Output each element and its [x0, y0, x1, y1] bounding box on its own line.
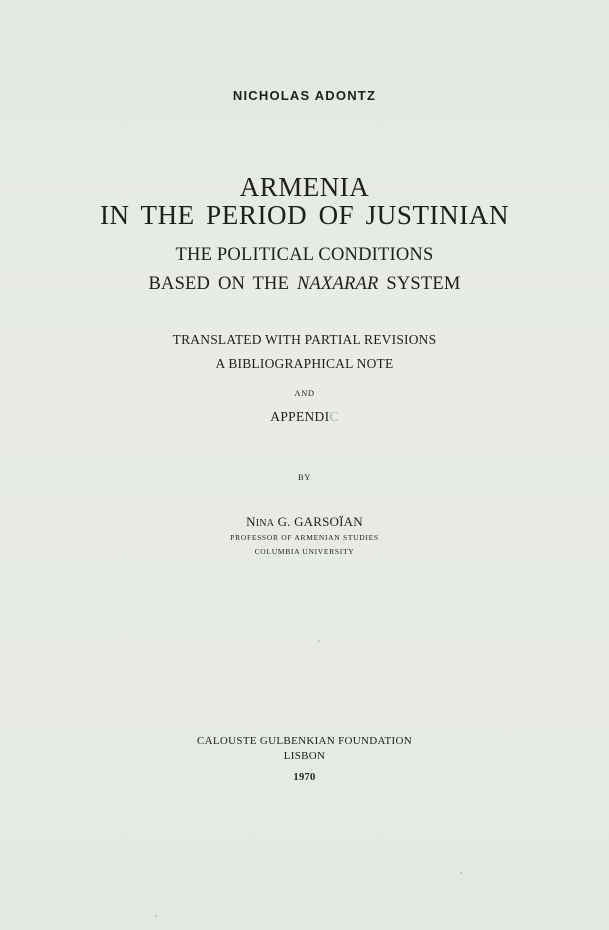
appendix-text: APPENDI	[270, 409, 330, 424]
publisher-name: CALOUSTE GULBENKIAN FOUNDATION	[197, 735, 412, 747]
publication-year: 1970	[293, 772, 316, 783]
book-title-line-1: ARMENIA	[239, 172, 370, 202]
publisher-city: LISBON	[283, 750, 326, 762]
subtitle-line-1: THE POLITICAL CONDITIONS	[175, 245, 434, 265]
paper-speck	[318, 640, 320, 642]
subtitle-line-2-start: BASED ON THE	[148, 274, 297, 294]
paper-speck	[155, 915, 157, 917]
translator-surname: G. GARSOÏAN	[274, 514, 363, 529]
appendix-faded-letter: C	[329, 409, 339, 424]
and-connector: AND	[294, 388, 315, 398]
by-label: BY	[297, 472, 311, 482]
appendix-label	[0, 409, 609, 425]
subtitle-italic-term: NAXARAR	[296, 274, 379, 294]
translator-name	[0, 514, 609, 530]
translation-note-line-1: TRANSLATED WITH PARTIAL REVISIONS	[172, 332, 437, 347]
translator-initial: N	[246, 514, 256, 529]
translator-title: PROFESSOR OF ARMENIAN STUDIES	[230, 533, 379, 542]
paper-speck	[460, 872, 462, 874]
author-name: NICHOLAS ADONTZ	[232, 88, 377, 103]
translator-first-rest: INA	[255, 518, 275, 529]
subtitle-line-2-end: SYSTEM	[378, 274, 461, 294]
translation-note-line-2: A BIBLIOGRAPHICAL NOTE	[215, 356, 394, 371]
subtitle-line-2	[0, 274, 609, 295]
book-title-line-2: IN THE PERIOD OF JUSTINIAN	[99, 200, 510, 230]
translator-university: COLUMBIA UNIVERSITY	[254, 547, 355, 556]
